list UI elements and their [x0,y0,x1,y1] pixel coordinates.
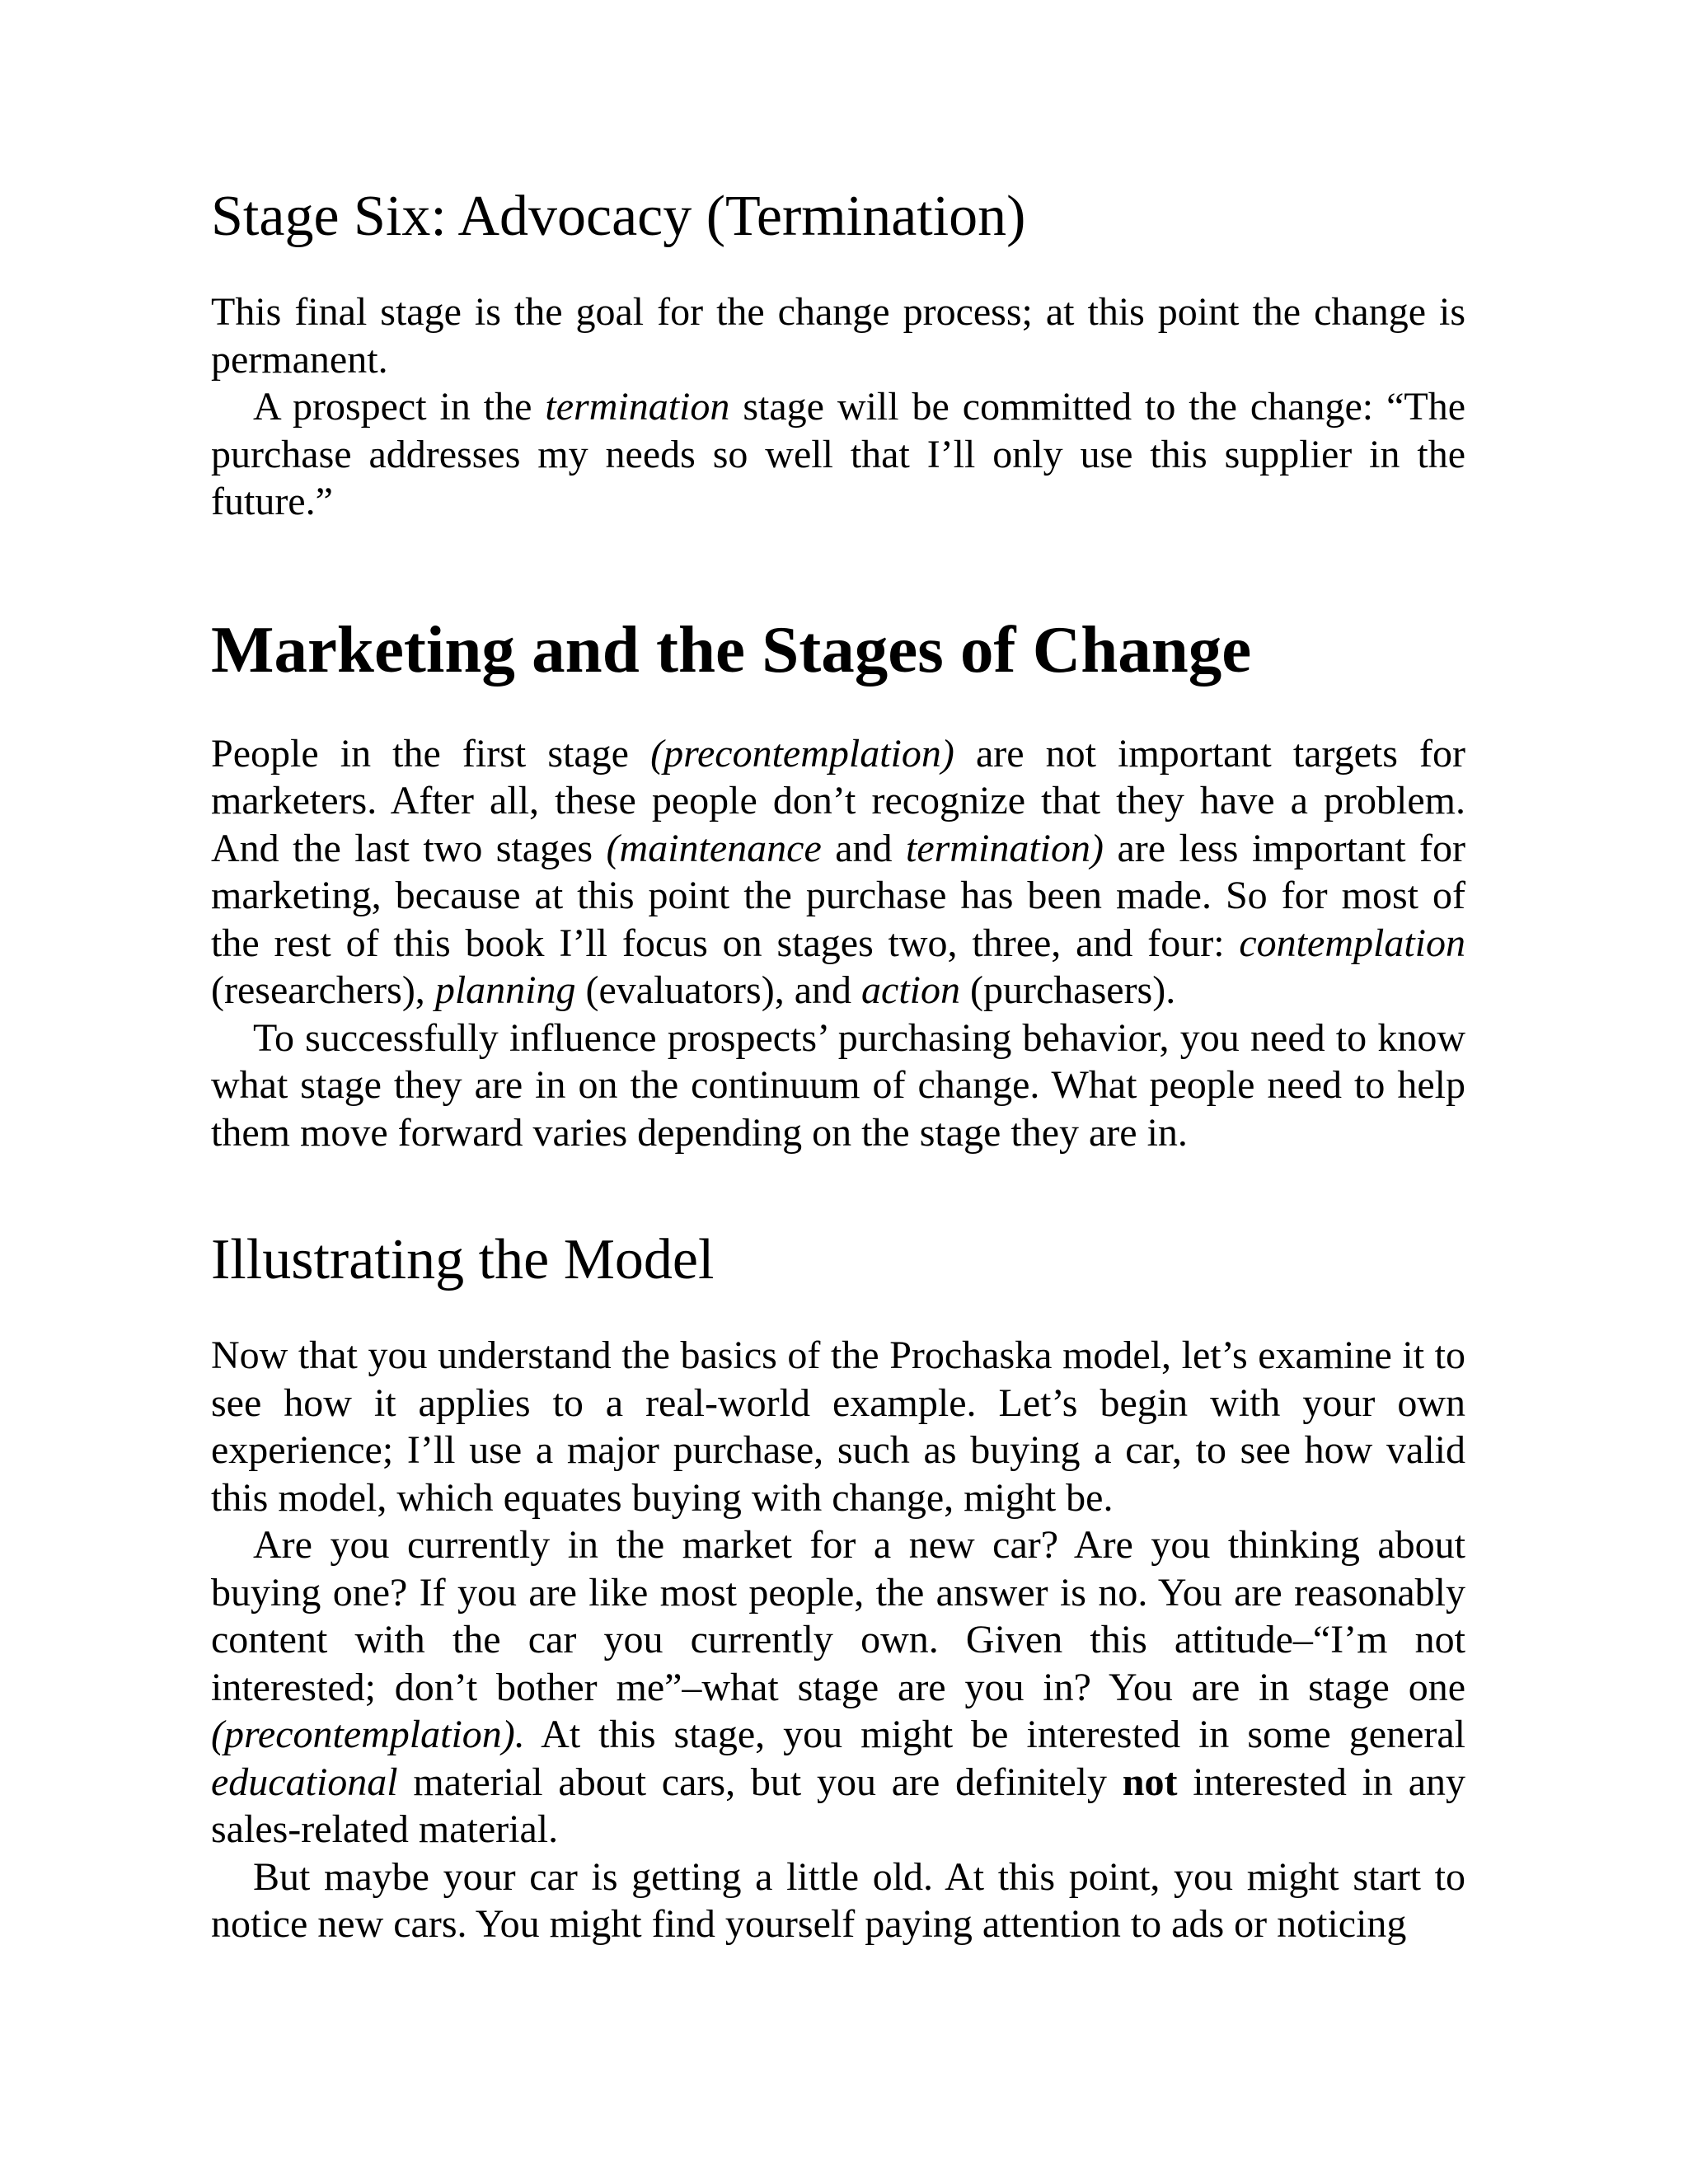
illustrating-heading: Illustrating the Model [211,1228,715,1291]
marketing-paragraph-2: To successfully influence prospects’ purchasing behavior, you need to know what stage they are in on the continuum of change. What people need to help them move forward varies depending on the stage they are in. [211,1015,1465,1155]
illustrating-paragraph-1: Now that you understand the basics of the Prochaska model, let’s examine it to see how it applies to a real-world example. Let’s begin with your own experience; I’ll use a major purchase, such as buying a car, to see how valid this model, which equates buying with change, might be. [211,1333,1465,1520]
stage-six-heading: Stage Six: Advocacy (Termination) [211,185,1026,248]
stage-six-paragraph-1: This final stage is the goal for the change process; at this point the change is permanent. [211,290,1465,382]
document-page [211,185,1465,1948]
marketing-heading: Marketing and the Stages of Change [211,612,1252,687]
illustrating-paragraph-3: But maybe your car is getting a little old. At this point, you might start to notice new cars. You might find yourself paying attention to ads or noticing [211,1854,1465,1946]
stage-six-paragraph-2: A prospect in the termination stage will be committed to the change: “The purchase addresses my needs so well that I’ll only use this supplier in the future.” [211,385,1465,523]
illustrating-paragraph-2: Are you currently in the market for a new car? Are you thinking about buying one? If you are like most people, the answer is no. You are reasonably content with the car you currently own. Given this attitude–“I’m not interested; don’t bother me”–what stage are you in? You are in stage one (precontemplation). At this stage, you might be interested in some general educational material about cars, but you are definitely not interested in any sales-related material. [211,1523,1465,1851]
marketing-paragraph-1: People in the first stage (precontemplation) are not important targets for marketers. After all, these people don’t recognize that they have a problem. And the last two stages (maintenance and termination) are less important for marketing, because at this point the purchase has been made. So for most of the rest of this book I’ll focus on stages two, three, and four: contemplation (researchers), planning (evaluators), and action (purchasers). [211,731,1465,1012]
